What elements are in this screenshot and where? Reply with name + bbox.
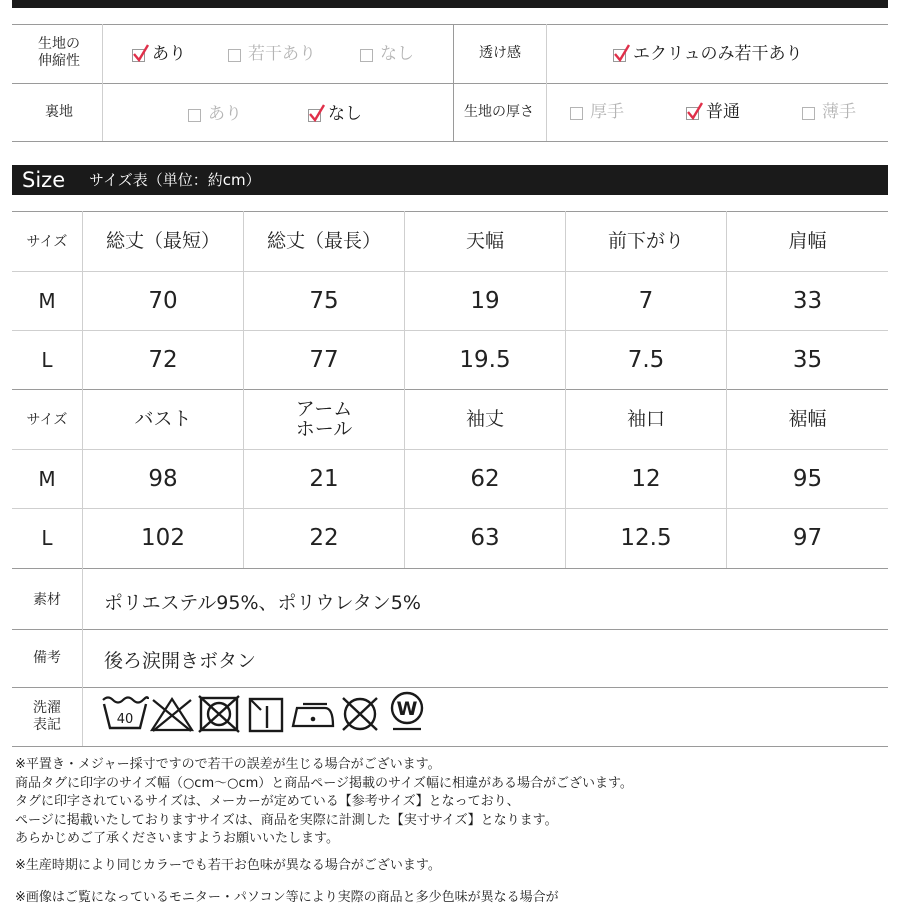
lining-label: 裏地 [45,104,73,120]
checkbox-empty-icon [228,49,241,62]
note-line: タグに印字されているサイズは、メーカーが定めている【参考サイズ】となっており、 [15,794,520,809]
table-cell: 7 [638,287,654,314]
checkbox-empty-icon [188,109,201,122]
iron-low-icon [289,700,337,732]
column-header: 総丈（最長） [266,230,381,252]
table-cell: 12 [631,465,661,492]
column-header: 裾幅 [788,408,827,430]
divider [12,568,888,569]
divider [453,24,454,141]
column-header: 総丈（最短） [105,230,220,252]
checkbox-checked-icon [686,107,699,120]
lining-option-ari: あり [188,102,242,126]
sheer-option: エクリュのみ若干あり [613,42,803,66]
size-section-header [12,165,888,195]
thickness-option-futsu: 普通 [686,100,740,124]
column-header: 前下がり [607,230,684,252]
note-line: ※画像はご覧になっているモニター・パソコン等により実際の商品と多少色味が異なる場合が [15,890,559,905]
divider [12,746,888,747]
remarks-label: 備考 [33,650,61,666]
table-cell: 98 [148,465,178,492]
size-label: L [41,347,53,372]
column-header: バスト [134,408,192,430]
svg-text:W: W [396,698,418,720]
remarks-value: 後ろ涙開きボタン [104,650,257,672]
size-label: L [41,526,53,550]
table-cell: 21 [309,465,339,492]
column-header: 袖口 [626,408,665,430]
table-cell: 77 [309,346,339,373]
divider [12,83,888,84]
table-cell: 12.5 [620,525,672,551]
column-header: 袖丈 [465,408,504,430]
column-header: 肩幅 [788,230,827,252]
material-label: 素材 [33,592,61,608]
note-line: ページに掲載いたしておりますサイズは、商品を実際に計測した【実寸サイズ】となります。 [15,812,558,828]
checkbox-checked-icon [308,109,321,122]
column-header: 天幅 [465,230,504,252]
svg-text:40: 40 [116,712,134,727]
divider [82,568,83,746]
size-title: Size [22,168,66,192]
divider [12,687,888,688]
stretch-option-ari: あり [132,42,186,66]
checkbox-empty-icon [360,49,373,62]
divider [102,24,103,141]
note-line: ※平置き・メジャー採寸ですので若干の誤差が生じる場合がございます。 [15,757,441,772]
size-label: M [38,288,56,313]
no-tumble-dry-icon [197,694,241,734]
table-cell: 70 [148,287,178,314]
wash-tub-40-icon [101,694,149,734]
divider [12,141,888,142]
top-bar [12,0,888,8]
thickness-option-atsude: 厚手 [570,100,624,124]
table-cell: 97 [792,525,823,551]
table-cell: 33 [792,287,823,314]
no-bleach-icon [149,696,195,734]
checkbox-checked-icon [132,49,145,62]
size-label: M [38,466,56,491]
table-cell: 19 [470,287,500,314]
table-cell: 35 [792,346,823,373]
care-label: 洗濯 表記 [33,700,61,733]
checkbox-empty-icon [570,107,583,120]
sheer-label: 透け感 [479,45,521,61]
table-cell: 19.5 [459,346,511,373]
line-dry-shade-icon [247,696,285,734]
lining-option-nashi: なし [308,102,362,126]
divider [12,629,888,630]
table-cell: 102 [141,525,185,551]
column-header: アーム ホール [295,398,353,440]
checkbox-empty-icon [802,107,815,120]
divider [546,24,547,141]
wet-clean-icon [387,690,427,734]
note-line: ※生産時期により同じカラーでも若干お色味が異なる場合がございます。 [15,857,441,873]
stretch-option-jakkan: 若干あり [228,42,316,66]
table-cell: 95 [792,465,823,492]
thickness-label: 生地の厚さ [464,104,534,120]
size-subtitle: サイズ表（単位：約cm） [89,171,261,189]
table-cell: 62 [470,465,500,492]
row-header-size: サイズ [26,234,68,250]
thickness-option-usude: 薄手 [802,100,856,124]
no-dry-clean-icon [339,694,381,734]
table-cell: 7.5 [627,346,665,373]
table-cell: 22 [309,525,339,551]
table-cell: 72 [148,346,178,373]
row-header-size: サイズ [26,412,68,428]
material-value: ポリエステル95%、ポリウレタン5% [104,592,421,614]
note-line: あらかじめご了承くださいますようお願いいたします。 [15,831,339,846]
note-line: 商品タグに印字のサイズ幅（○cm～○cm）と商品ページ掲載のサイズ幅に相違がある場合がございます。 [15,775,633,791]
table-cell: 63 [470,525,500,551]
table-cell: 75 [309,287,339,314]
divider [12,24,888,25]
checkbox-checked-icon [613,49,626,62]
notes [15,756,633,908]
stretch-option-nashi: なし [360,42,414,66]
stretch-label: 生地の 伸縮性 [38,36,80,69]
